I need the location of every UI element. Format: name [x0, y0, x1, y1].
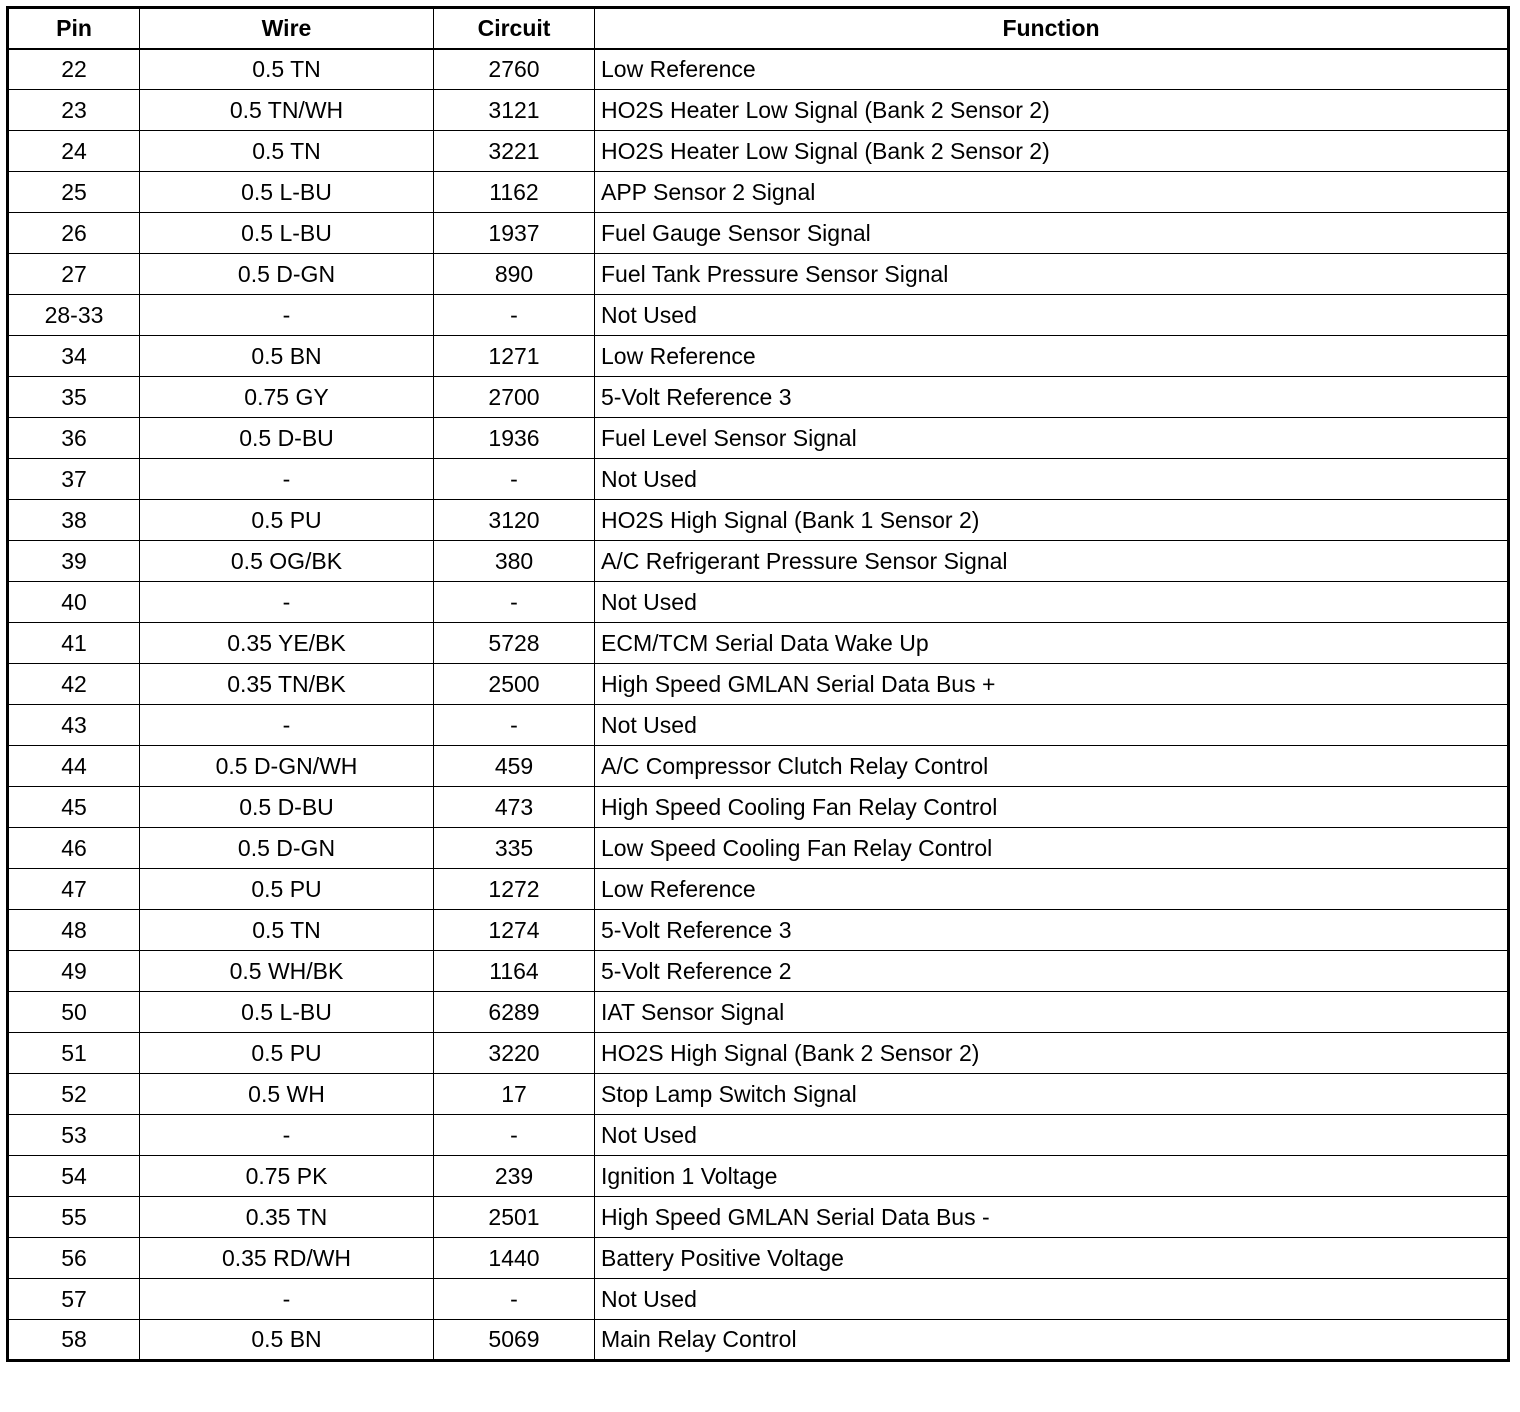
cell-pin: 28-33: [8, 295, 140, 336]
cell-circuit: -: [434, 1115, 595, 1156]
table-row: [8, 1115, 1509, 1156]
cell-wire: 0.5 L-BU: [140, 992, 434, 1033]
cell-circuit: 1164: [434, 951, 595, 992]
cell-circuit: -: [434, 582, 595, 623]
header-function: Function: [595, 8, 1509, 49]
cell-pin: 42: [8, 664, 140, 705]
cell-wire: 0.35 YE/BK: [140, 623, 434, 664]
cell-function: Ignition 1 Voltage: [595, 1156, 1509, 1197]
cell-wire: 0.5 TN: [140, 131, 434, 172]
cell-wire: 0.5 OG/BK: [140, 541, 434, 582]
cell-wire: -: [140, 295, 434, 336]
table-row: [8, 213, 1509, 254]
cell-function: Low Reference: [595, 49, 1509, 90]
cell-circuit: 2501: [434, 1197, 595, 1238]
table-header: [8, 8, 1509, 49]
cell-pin: 53: [8, 1115, 140, 1156]
cell-function: ECM/TCM Serial Data Wake Up: [595, 623, 1509, 664]
table-row: [8, 664, 1509, 705]
cell-function: Main Relay Control: [595, 1320, 1509, 1361]
cell-wire: 0.35 TN/BK: [140, 664, 434, 705]
cell-pin: 27: [8, 254, 140, 295]
header-wire: Wire: [140, 8, 434, 49]
table-row: [8, 623, 1509, 664]
cell-wire: 0.5 TN/WH: [140, 90, 434, 131]
cell-pin: 50: [8, 992, 140, 1033]
cell-function: IAT Sensor Signal: [595, 992, 1509, 1033]
cell-wire: 0.75 PK: [140, 1156, 434, 1197]
cell-circuit: 335: [434, 828, 595, 869]
cell-function: Not Used: [595, 1115, 1509, 1156]
cell-wire: 0.5 BN: [140, 336, 434, 377]
cell-circuit: 2760: [434, 49, 595, 90]
cell-wire: 0.5 D-BU: [140, 418, 434, 459]
table-row: [8, 1320, 1509, 1361]
table-row: [8, 1279, 1509, 1320]
cell-function: APP Sensor 2 Signal: [595, 172, 1509, 213]
cell-function: Not Used: [595, 1279, 1509, 1320]
cell-wire: -: [140, 582, 434, 623]
cell-wire: 0.5 TN: [140, 49, 434, 90]
table-row: [8, 828, 1509, 869]
cell-circuit: 1162: [434, 172, 595, 213]
cell-wire: 0.5 TN: [140, 910, 434, 951]
cell-pin: 22: [8, 49, 140, 90]
cell-function: Battery Positive Voltage: [595, 1238, 1509, 1279]
cell-function: HO2S High Signal (Bank 2 Sensor 2): [595, 1033, 1509, 1074]
cell-circuit: 1274: [434, 910, 595, 951]
table-row: [8, 1033, 1509, 1074]
header-circuit: Circuit: [434, 8, 595, 49]
cell-function: Not Used: [595, 459, 1509, 500]
cell-function: 5-Volt Reference 2: [595, 951, 1509, 992]
cell-pin: 40: [8, 582, 140, 623]
cell-pin: 44: [8, 746, 140, 787]
table-row: [8, 1238, 1509, 1279]
table-row: [8, 459, 1509, 500]
table-row: [8, 582, 1509, 623]
cell-wire: 0.75 GY: [140, 377, 434, 418]
cell-wire: 0.35 TN: [140, 1197, 434, 1238]
cell-wire: 0.5 L-BU: [140, 213, 434, 254]
table-body: [8, 49, 1509, 1361]
cell-pin: 47: [8, 869, 140, 910]
cell-function: Low Speed Cooling Fan Relay Control: [595, 828, 1509, 869]
cell-pin: 38: [8, 500, 140, 541]
cell-circuit: 17: [434, 1074, 595, 1115]
table-row: [8, 131, 1509, 172]
cell-wire: 0.5 L-BU: [140, 172, 434, 213]
cell-pin: 23: [8, 90, 140, 131]
cell-circuit: -: [434, 295, 595, 336]
cell-wire: 0.5 WH/BK: [140, 951, 434, 992]
cell-function: A/C Compressor Clutch Relay Control: [595, 746, 1509, 787]
cell-circuit: 3221: [434, 131, 595, 172]
cell-function: Low Reference: [595, 869, 1509, 910]
cell-pin: 35: [8, 377, 140, 418]
cell-function: A/C Refrigerant Pressure Sensor Signal: [595, 541, 1509, 582]
cell-wire: 0.5 PU: [140, 1033, 434, 1074]
cell-wire: 0.35 RD/WH: [140, 1238, 434, 1279]
table-row: [8, 541, 1509, 582]
cell-wire: -: [140, 705, 434, 746]
cell-circuit: 1937: [434, 213, 595, 254]
cell-wire: 0.5 PU: [140, 869, 434, 910]
cell-pin: 26: [8, 213, 140, 254]
cell-wire: 0.5 D-GN: [140, 828, 434, 869]
cell-wire: -: [140, 459, 434, 500]
cell-pin: 58: [8, 1320, 140, 1361]
cell-circuit: -: [434, 1279, 595, 1320]
cell-pin: 49: [8, 951, 140, 992]
header-pin: Pin: [8, 8, 140, 49]
cell-circuit: 3120: [434, 500, 595, 541]
table-row: [8, 49, 1509, 90]
cell-circuit: 2500: [434, 664, 595, 705]
cell-circuit: 473: [434, 787, 595, 828]
cell-circuit: 5069: [434, 1320, 595, 1361]
cell-function: High Speed GMLAN Serial Data Bus -: [595, 1197, 1509, 1238]
cell-pin: 46: [8, 828, 140, 869]
cell-pin: 48: [8, 910, 140, 951]
cell-function: HO2S Heater Low Signal (Bank 2 Sensor 2): [595, 90, 1509, 131]
table-row: [8, 172, 1509, 213]
cell-circuit: 890: [434, 254, 595, 295]
cell-wire: 0.5 D-GN/WH: [140, 746, 434, 787]
cell-pin: 25: [8, 172, 140, 213]
table-row: [8, 377, 1509, 418]
cell-function: Fuel Level Sensor Signal: [595, 418, 1509, 459]
cell-wire: 0.5 PU: [140, 500, 434, 541]
table-row: [8, 418, 1509, 459]
cell-circuit: 1271: [434, 336, 595, 377]
table-row: [8, 336, 1509, 377]
cell-pin: 39: [8, 541, 140, 582]
table-row: [8, 910, 1509, 951]
table-row: [8, 705, 1509, 746]
table-row: [8, 500, 1509, 541]
cell-function: Fuel Tank Pressure Sensor Signal: [595, 254, 1509, 295]
cell-pin: 54: [8, 1156, 140, 1197]
cell-circuit: 6289: [434, 992, 595, 1033]
cell-function: 5-Volt Reference 3: [595, 910, 1509, 951]
cell-pin: 57: [8, 1279, 140, 1320]
table-row: [8, 787, 1509, 828]
cell-circuit: 5728: [434, 623, 595, 664]
connector-pinout-table: [6, 6, 1510, 1362]
cell-pin: 41: [8, 623, 140, 664]
cell-circuit: -: [434, 705, 595, 746]
cell-circuit: 380: [434, 541, 595, 582]
cell-function: Low Reference: [595, 336, 1509, 377]
cell-function: Not Used: [595, 582, 1509, 623]
cell-circuit: 3121: [434, 90, 595, 131]
cell-pin: 43: [8, 705, 140, 746]
cell-pin: 45: [8, 787, 140, 828]
cell-wire: -: [140, 1279, 434, 1320]
cell-wire: 0.5 BN: [140, 1320, 434, 1361]
cell-pin: 34: [8, 336, 140, 377]
cell-circuit: -: [434, 459, 595, 500]
cell-circuit: 1936: [434, 418, 595, 459]
cell-pin: 24: [8, 131, 140, 172]
cell-pin: 52: [8, 1074, 140, 1115]
cell-wire: 0.5 D-GN: [140, 254, 434, 295]
cell-circuit: 2700: [434, 377, 595, 418]
cell-wire: 0.5 WH: [140, 1074, 434, 1115]
header-row: [8, 8, 1509, 49]
cell-pin: 37: [8, 459, 140, 500]
cell-function: High Speed GMLAN Serial Data Bus +: [595, 664, 1509, 705]
table-row: [8, 1156, 1509, 1197]
table-row: [8, 992, 1509, 1033]
cell-pin: 56: [8, 1238, 140, 1279]
table-row: [8, 1074, 1509, 1115]
cell-function: HO2S High Signal (Bank 1 Sensor 2): [595, 500, 1509, 541]
cell-pin: 36: [8, 418, 140, 459]
cell-circuit: 459: [434, 746, 595, 787]
table-row: [8, 1197, 1509, 1238]
cell-pin: 51: [8, 1033, 140, 1074]
cell-pin: 55: [8, 1197, 140, 1238]
cell-function: Not Used: [595, 295, 1509, 336]
cell-function: HO2S Heater Low Signal (Bank 2 Sensor 2): [595, 131, 1509, 172]
cell-wire: 0.5 D-BU: [140, 787, 434, 828]
cell-wire: -: [140, 1115, 434, 1156]
cell-function: Stop Lamp Switch Signal: [595, 1074, 1509, 1115]
table-row: [8, 295, 1509, 336]
table-row: [8, 746, 1509, 787]
cell-function: Not Used: [595, 705, 1509, 746]
cell-function: 5-Volt Reference 3: [595, 377, 1509, 418]
table-row: [8, 90, 1509, 131]
cell-circuit: 239: [434, 1156, 595, 1197]
table-row: [8, 869, 1509, 910]
cell-circuit: 1440: [434, 1238, 595, 1279]
table-row: [8, 951, 1509, 992]
cell-function: Fuel Gauge Sensor Signal: [595, 213, 1509, 254]
cell-circuit: 3220: [434, 1033, 595, 1074]
cell-function: High Speed Cooling Fan Relay Control: [595, 787, 1509, 828]
cell-circuit: 1272: [434, 869, 595, 910]
table-row: [8, 254, 1509, 295]
